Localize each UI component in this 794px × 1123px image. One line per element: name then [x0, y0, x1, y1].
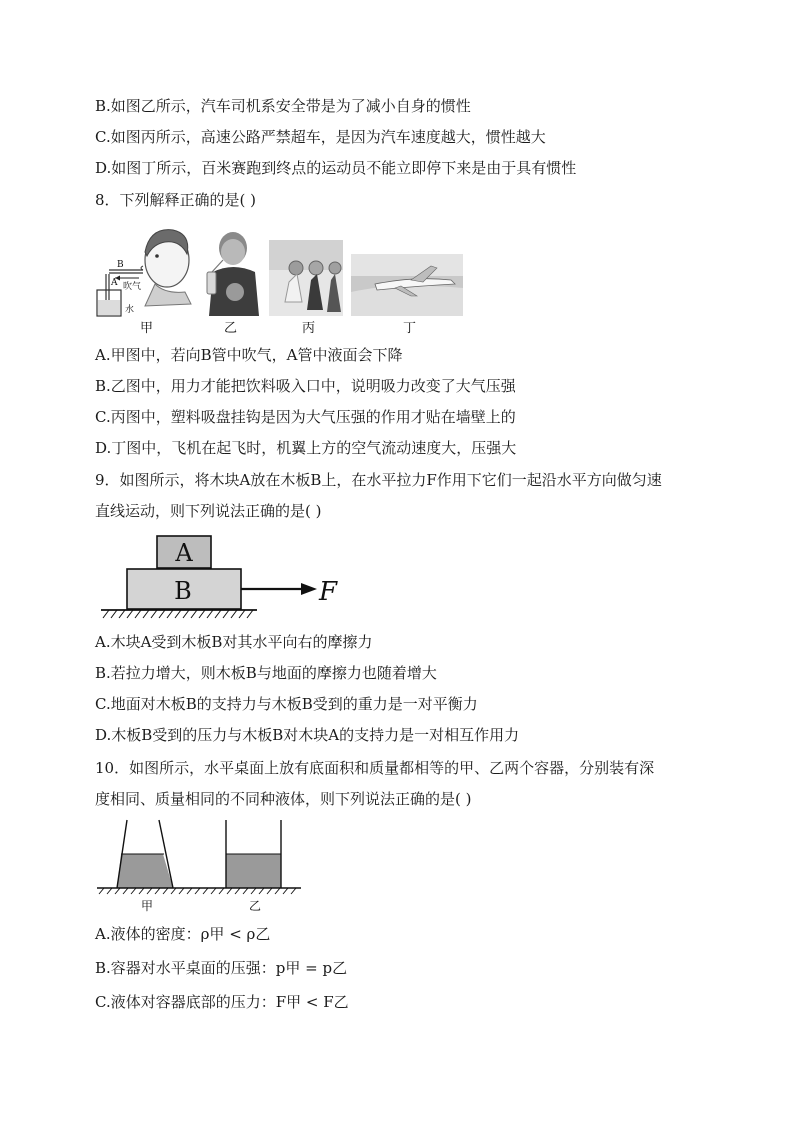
- figure-jia-illustration: [97, 230, 191, 316]
- q10-option-b: B.容器对水平桌面的压强：p甲 = p乙: [95, 959, 348, 977]
- q10-stem-line2: 度相同、质量相同的不同种液体，则下列说法正确的是( ): [95, 790, 472, 808]
- q8-stem: 8．下列解释正确的是( ): [95, 191, 257, 209]
- fig-jia-label-water: 水: [125, 305, 135, 315]
- q10-option-a: A.液体的密度：ρ甲 < ρ乙: [95, 925, 271, 943]
- figure-ding-photo: [351, 254, 463, 316]
- q10-stem-line1: 10．如图所示，水平桌面上放有底面积和质量都相等的甲、乙两个容器，分别装有深: [95, 759, 655, 777]
- q8-option-d: D.丁图中，飞机在起飞时，机翼上方的空气流动速度大，压强大: [95, 439, 517, 457]
- q7-option-c: C.如图丙所示，高速公路严禁超车，是因为汽车速度越大，惯性越大: [95, 128, 546, 146]
- figure-bing-photo: [269, 240, 343, 316]
- q8-option-b: B.乙图中，用力才能把饮料吸入口中，说明吸力改变了大气压强: [95, 377, 516, 395]
- q10-option-c: C.液体对容器底部的压力：F甲 < F乙: [95, 993, 349, 1011]
- container-yi-liquid: [226, 854, 281, 888]
- q9-stem-line1: 9．如图所示，将木块A放在木板B上，在水平拉力F作用下它们一起沿水平方向做匀速: [95, 471, 662, 489]
- q8-option-a: A.甲图中，若向B管中吹气，A管中液面会下降: [95, 346, 403, 364]
- ground-hatching: [103, 610, 253, 618]
- board-b-label: B: [174, 577, 192, 605]
- q8-option-c: C.丙图中，塑料吸盘挂钩是因为大气压强的作用才贴在墙壁上的: [95, 408, 516, 426]
- fig-caption-yi: 乙: [224, 321, 238, 336]
- fig-caption-ding: 丁: [403, 321, 417, 336]
- container-jia-liquid: [117, 854, 173, 888]
- q9-option-b: B.若拉力增大，则木板B与地面的摩擦力也随着增大: [95, 664, 437, 682]
- q9-option-d: D.木板B受到的压力与木板B对木块A的支持力是一对相互作用力: [95, 726, 520, 744]
- fig-jia-label-b: B: [117, 260, 124, 270]
- q9-figure: [95, 532, 355, 622]
- force-arrow-head: [301, 583, 317, 595]
- fig-jia-label-a: A: [111, 278, 118, 288]
- q9-option-c: C.地面对木板B的支持力与木板B受到的重力是一对平衡力: [95, 695, 478, 713]
- q8-figure: [95, 222, 475, 338]
- q7-option-b: B.如图乙所示，汽车司机系安全带是为了减小自身的惯性: [95, 97, 471, 115]
- q9-stem-line2: 直线运动，则下列说法正确的是( ): [95, 502, 322, 520]
- table-hatching: [99, 888, 296, 894]
- fig-caption-jia-10: 甲: [141, 899, 154, 913]
- q9-option-a: A.木块A受到木板B对其水平向右的摩擦力: [95, 633, 373, 651]
- figure-yi-photo: [201, 228, 259, 316]
- q10-figure: [95, 818, 315, 914]
- fig-jia-label-blow: 吹气: [123, 282, 142, 292]
- block-a-label: A: [175, 539, 193, 567]
- force-label-f: F: [319, 577, 338, 607]
- q7-option-d: D.如图丁所示，百米赛跑到终点的运动员不能立即停下来是由于具有惯性: [95, 159, 577, 177]
- fig-caption-bing: 丙: [302, 321, 316, 336]
- fig-caption-yi-10: 乙: [249, 899, 262, 913]
- fig-caption-jia: 甲: [140, 321, 154, 336]
